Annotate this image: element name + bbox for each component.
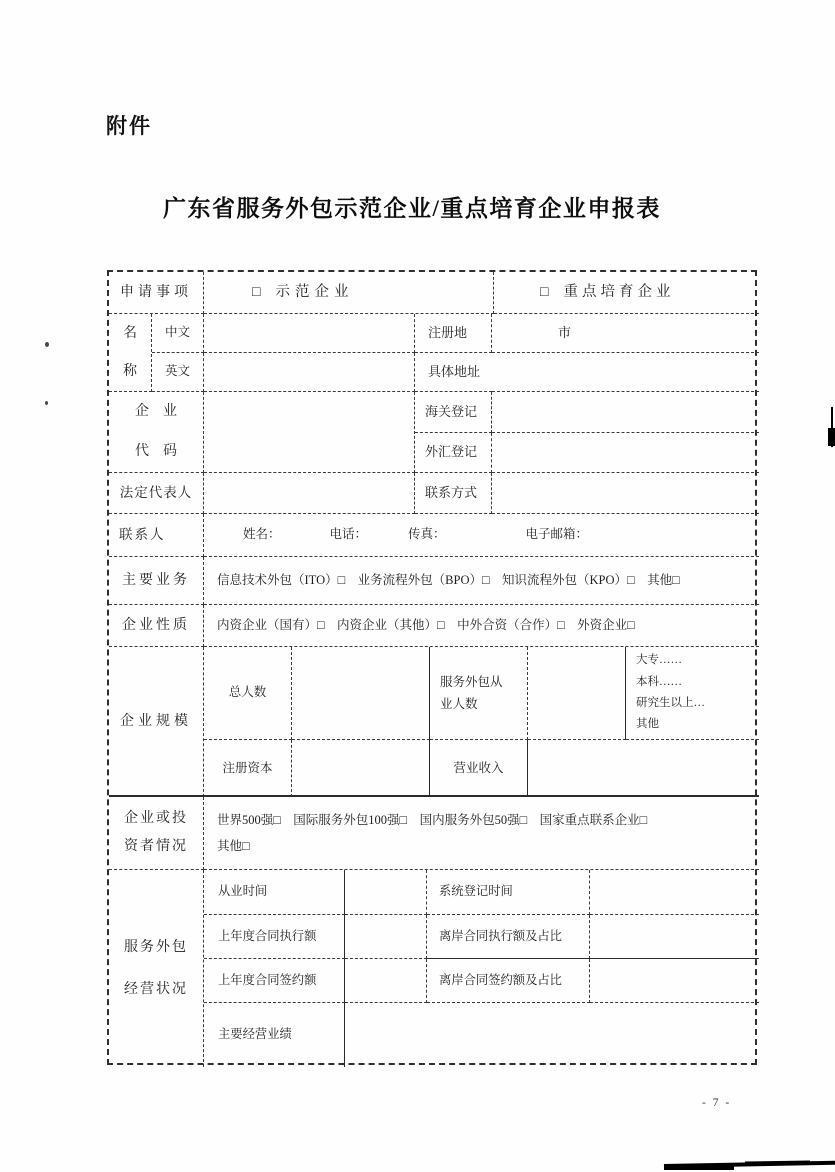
education-other: 其他 [636, 718, 659, 731]
contact-name-field: 姓名： [243, 527, 281, 542]
main-business-label: 主要业务 [109, 557, 204, 605]
registered-capital-value [292, 740, 430, 797]
scan-speck [45, 342, 49, 347]
contact-method-label: 联系方式 [415, 473, 492, 514]
operation-header-line2: 经营状况 [124, 981, 188, 997]
enterprise-scale-header: 企业规模 [109, 647, 204, 797]
investor-header-line2: 资者情况 [124, 839, 188, 854]
main-performance-label: 主要经营业绩 [204, 1003, 345, 1067]
forex-registration-value [492, 433, 759, 473]
application-form-table [107, 270, 757, 1065]
page-number: - 7 - [702, 1097, 732, 1109]
contact-email-field: 电子邮箱： [525, 527, 589, 542]
offshore-signed-share-value [590, 959, 759, 1003]
offshore-executed-share-label: 离岸合同执行额及占比 [427, 915, 590, 959]
employment-period-value [345, 870, 427, 915]
investor-options-line2: 其他□ [217, 839, 250, 853]
enterprise-code-top: 企 业 [135, 404, 177, 420]
enterprise-code-value [204, 392, 415, 473]
scan-artifact-right-blob [828, 428, 835, 446]
main-business-options: 信息技术外包（ITO）□ 业务流程外包（BPO）□ 知识流程外包（KPO）□ 其他□ [204, 557, 759, 605]
education-bachelor: 本科…… [636, 675, 682, 688]
offshore-signed-share-label: 离岸合同签约额及占比 [427, 959, 590, 1003]
last-year-signed-amount-label: 上年度合同签约额 [204, 959, 345, 1003]
address-label: 具体地址 [415, 353, 492, 392]
name-cn-value [204, 314, 415, 353]
system-registration-time-value [590, 870, 759, 915]
investor-options-line1: 世界500强□ 国际服务外包100强□ 国内服务外包50强□ 国家重点联系企业□ [217, 812, 648, 827]
investor-status-header [109, 797, 204, 870]
application-item-text: 申请事项 [120, 284, 192, 300]
forex-registration-label: 外汇登记 [415, 433, 492, 473]
total-staff-label: 总人数 [204, 647, 292, 740]
option-key-enterprise [494, 272, 759, 314]
customs-registration-label: 海关登记 [415, 392, 492, 433]
legal-representative-value [204, 473, 415, 514]
name-bottom-char: 称 [123, 364, 137, 379]
total-staff-value [292, 647, 430, 740]
scan-artifact-bottom-bar [664, 1166, 734, 1170]
option-key-label: 重点培育企业 [563, 284, 675, 301]
name-en-label: 英文 [152, 353, 204, 392]
name-header [109, 314, 152, 392]
contact-method-value [492, 473, 759, 514]
scan-speck [45, 401, 48, 405]
registration-place-value: 市 [492, 314, 759, 353]
customs-registration-value [492, 392, 759, 433]
enterprise-code-bottom: 代 码 [135, 444, 177, 460]
address-value [492, 353, 759, 392]
investor-status-options [204, 797, 759, 870]
education-college: 大专…… [636, 654, 682, 667]
revenue-label: 营业收入 [430, 740, 528, 797]
page-title: 广东省服务外包示范企业/重点培育企业申报表 [163, 196, 661, 221]
enterprise-nature-label: 企业性质 [109, 605, 204, 647]
attachment-label: 附件 [106, 114, 152, 138]
option-demo-enterprise [204, 272, 494, 314]
contact-person-fields [204, 514, 759, 557]
name-top-char: 名 [123, 325, 137, 341]
outsourcing-staff-label [430, 647, 528, 740]
name-cn-label: 中文 [152, 314, 204, 353]
outsourcing-staff-line1: 服务外包从 [440, 674, 503, 689]
last-year-signed-amount-value [345, 959, 427, 1003]
education-postgraduate: 研究生以上… [636, 697, 705, 709]
enterprise-code-header [109, 392, 204, 473]
investor-header-line1: 企业或投 [124, 811, 188, 826]
checkbox-icon: □ [540, 284, 549, 300]
checkbox-icon: □ [252, 284, 261, 300]
last-year-executed-amount-value [345, 915, 427, 959]
option-demo-label: 示范企业 [275, 284, 354, 301]
outsourcing-staff-value [528, 647, 626, 740]
operation-status-header [109, 870, 204, 1067]
contact-fax-field: 传真： [408, 527, 446, 542]
registration-place-label: 注册地 [415, 314, 492, 353]
name-en-value [204, 353, 415, 392]
contact-person-label: 联系人 [109, 514, 204, 557]
operation-header-line1: 服务外包 [124, 939, 188, 955]
system-registration-time-label: 系统登记时间 [427, 870, 590, 915]
outsourcing-staff-line2: 业人数 [440, 697, 478, 711]
education-breakdown [626, 647, 759, 740]
enterprise-nature-options: 内资企业（国有）□ 内资企业（其他）□ 中外合资（合作）□ 外资企业□ [204, 605, 759, 647]
last-year-executed-amount-label: 上年度合同执行额 [204, 915, 345, 959]
offshore-executed-share-value [590, 915, 759, 959]
registered-capital-label: 注册资本 [204, 740, 292, 797]
contact-phone-field: 电话： [329, 527, 368, 542]
main-performance-value [345, 1003, 759, 1067]
revenue-value [528, 740, 759, 797]
application-item-label [109, 272, 204, 314]
legal-representative-label: 法定代表人 [109, 473, 204, 514]
employment-period-label: 从业时间 [204, 870, 345, 915]
